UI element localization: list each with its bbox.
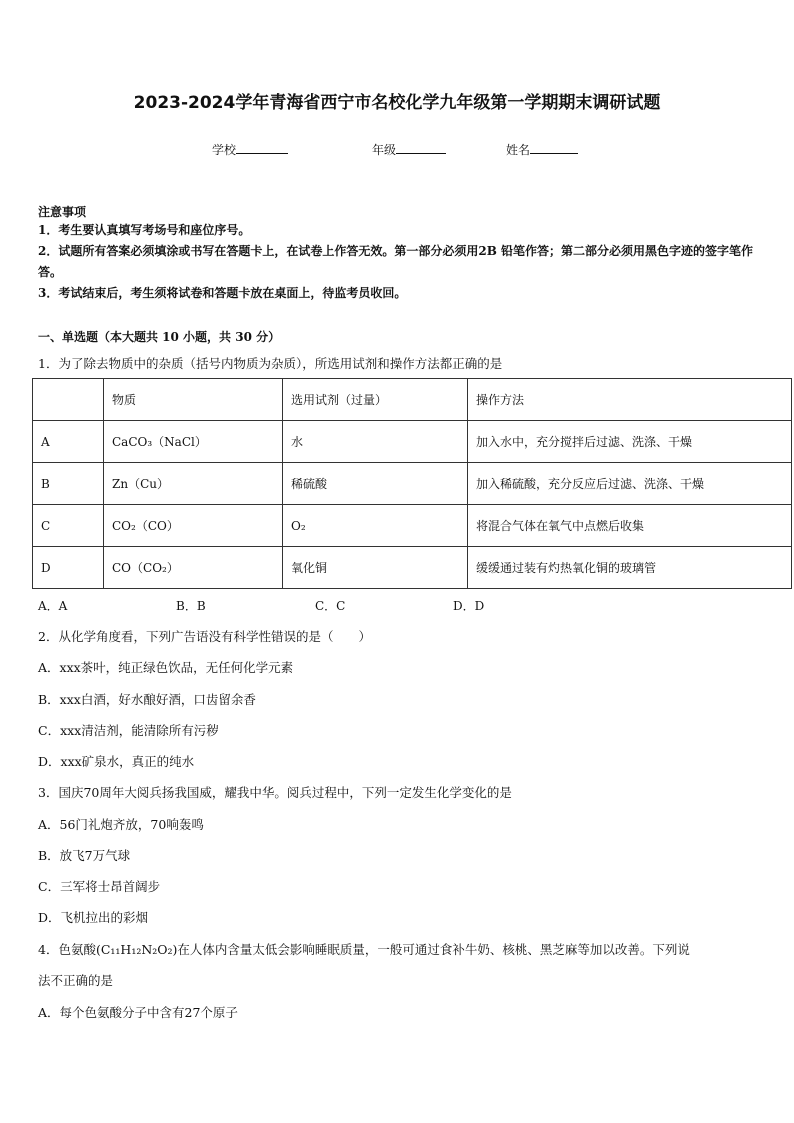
question-3-option-a[interactable]: A．56门礼炮齐放，70响轰鸣 xyxy=(38,817,204,832)
question-2-stem: 2．从化学角度看，下列广告语没有科学性错误的是（ ） xyxy=(38,629,371,644)
question-1-option-b[interactable]: B．B xyxy=(176,599,206,613)
reagent-cell: 水 xyxy=(283,421,468,463)
question-3-stem: 3．国庆70周年大阅兵扬我国威，耀我中华。阅兵过程中，下列一定发生化学变化的是 xyxy=(38,785,512,800)
table-row xyxy=(33,505,792,547)
question-3-option-d[interactable]: D．飞机拉出的彩烟 xyxy=(38,910,149,925)
grade-label: 年级 xyxy=(372,143,397,157)
substance-cell: CaCO₃（NaCl） xyxy=(104,421,283,463)
table-header-cell: 选用试剂（过量） xyxy=(283,379,468,421)
student-info-line xyxy=(0,140,794,160)
question-2-option-d[interactable]: D．xxx矿泉水，真正的纯水 xyxy=(38,754,195,769)
substance-cell: CO（CO₂） xyxy=(104,547,283,589)
reagent-cell: 氧化铜 xyxy=(283,547,468,589)
notice-item: 1．考生要认真填写考场号和座位序号。 xyxy=(38,223,251,237)
question-2-option-b[interactable]: B．xxx白酒，好水酿好酒，口齿留余香 xyxy=(38,692,256,707)
table-header-cell xyxy=(33,379,104,421)
name-blank[interactable] xyxy=(530,140,578,154)
question-3-option-c[interactable]: C．三军将士昂首阔步 xyxy=(38,879,161,894)
question-1-table xyxy=(32,378,792,589)
table-row xyxy=(33,421,792,463)
name-label: 姓名 xyxy=(506,143,531,157)
row-label: D xyxy=(33,547,104,589)
school-label: 学校 xyxy=(212,143,237,157)
question-2-option-c[interactable]: C．xxx清洁剂，能清除所有污秽 xyxy=(38,723,219,738)
question-4-option-a[interactable]: A．每个色氨酸分子中含有27个原子 xyxy=(38,1005,238,1020)
method-cell: 缓缓通过装有灼热氧化铜的玻璃管 xyxy=(468,547,792,589)
question-3-option-b[interactable]: B．放飞7万气球 xyxy=(38,848,131,863)
row-label: A xyxy=(33,421,104,463)
substance-cell: CO₂（CO） xyxy=(104,505,283,547)
row-label: B xyxy=(33,463,104,505)
reagent-cell: O₂ xyxy=(283,505,468,547)
substance-cell: Zn（Cu） xyxy=(104,463,283,505)
question-4-stem-line-1: 4．色氨酸(C₁₁H₁₂N₂O₂)在人体内含量太低会影响睡眠质量，一般可通过食补牛奶、核桃、黑芝麻等加以改善。下列说 xyxy=(38,942,690,957)
question-4-stem-line-2: 法不正确的是 xyxy=(38,973,114,988)
question-2-option-a[interactable]: A．xxx茶叶，纯正绿色饮品，无任何化学元素 xyxy=(38,660,294,675)
section-heading: 一、单选题（本大题共 10 小题，共 30 分） xyxy=(38,330,281,344)
table-header-cell: 物质 xyxy=(104,379,283,421)
grade-field[interactable] xyxy=(372,140,446,158)
table-header-row xyxy=(33,379,792,421)
exam-title: 2023-2024学年青海省西宁市名校化学九年级第一学期期末调研试题 xyxy=(133,93,661,113)
question-1-option-c[interactable]: C．C xyxy=(315,599,346,613)
school-blank[interactable] xyxy=(236,140,288,154)
grade-blank[interactable] xyxy=(396,140,446,154)
notice-heading: 注意事项 xyxy=(38,205,87,219)
method-cell: 加入水中，充分搅拌后过滤、洗涤、干燥 xyxy=(468,421,792,463)
question-1-option-d[interactable]: D．D xyxy=(453,599,485,613)
table-header-cell: 操作方法 xyxy=(468,379,792,421)
name-field[interactable] xyxy=(506,140,578,158)
method-cell: 加入稀硫酸，充分反应后过滤、洗涤、干燥 xyxy=(468,463,792,505)
question-1-stem: 1．为了除去物质中的杂质（括号内物质为杂质），所选用试剂和操作方法都正确的是 xyxy=(38,356,503,371)
question-1-option-a[interactable]: A．A xyxy=(38,599,68,613)
row-label: C xyxy=(33,505,104,547)
reagent-cell: 稀硫酸 xyxy=(283,463,468,505)
notice-list xyxy=(38,220,760,304)
notice-item: 3．考试结束后，考生须将试卷和答题卡放在桌面上，待监考员收回。 xyxy=(38,286,407,300)
table-row xyxy=(33,547,792,589)
method-cell: 将混合气体在氧气中点燃后收集 xyxy=(468,505,792,547)
notice-item: 2．试题所有答案必须填涂或书写在答题卡上，在试卷上作答无效。第一部分必须用2B 铅笔作答；第二部分必须用黑色字迹的签字笔作答。 xyxy=(38,244,754,279)
table-row xyxy=(33,463,792,505)
school-field[interactable] xyxy=(212,140,288,158)
